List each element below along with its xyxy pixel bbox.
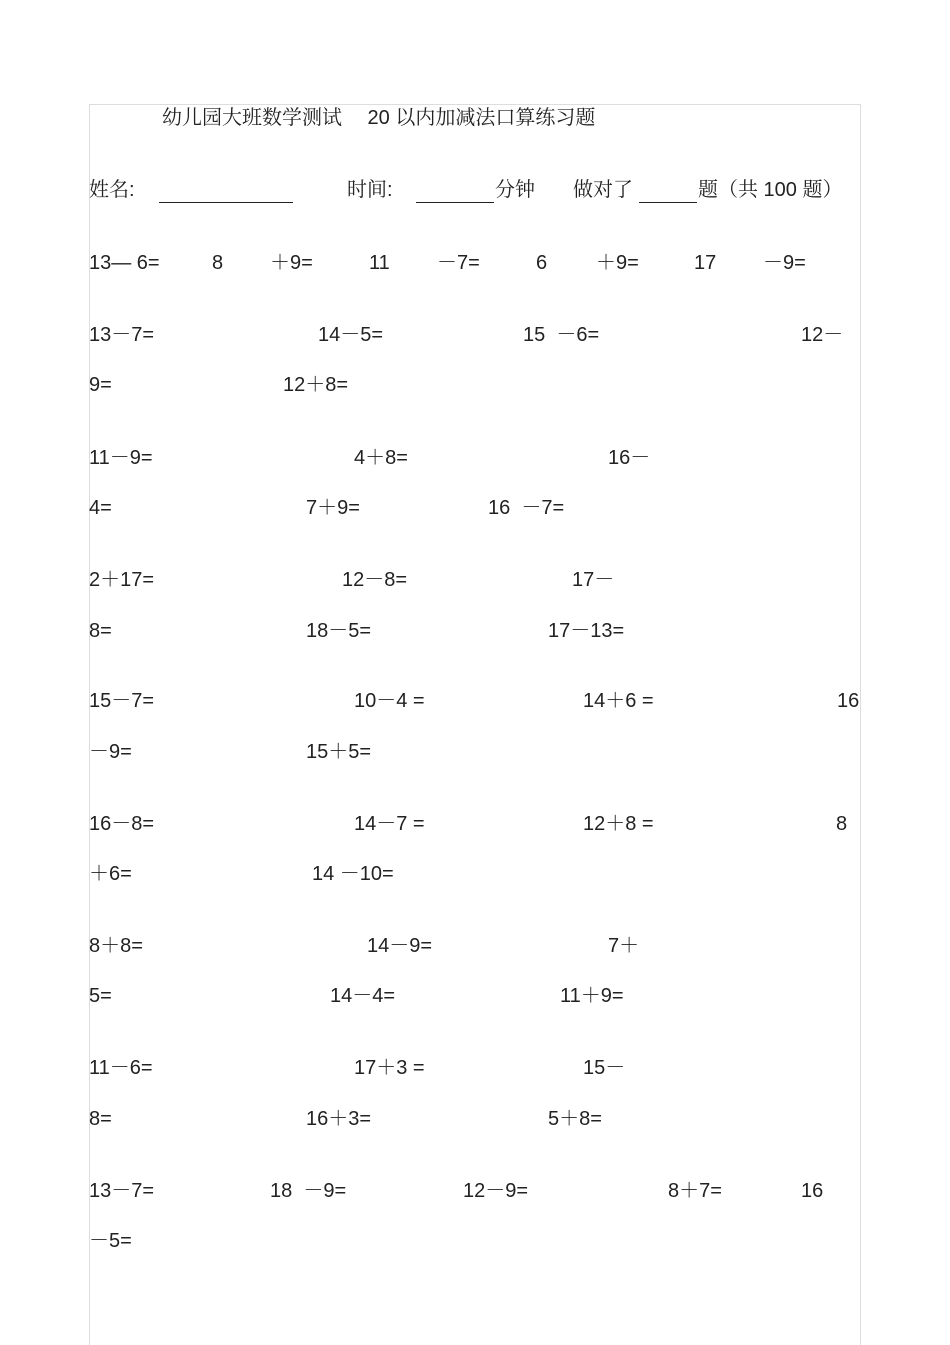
problem: 13－7= [89,1180,155,1202]
problem: 2＋17= [89,569,155,591]
problem: －7= [437,252,480,274]
problem: 12＋8= [283,374,349,396]
time-label: 时间: [347,179,393,201]
problem: 14 －10= [312,863,394,885]
problem: 8= [89,1108,112,1130]
problem: 10－4 = [354,690,425,712]
problem: 16 －7= [488,497,565,519]
problem: ＋9= [270,252,313,274]
problem: 17 [694,252,717,274]
problem: 14＋6 = [583,690,654,712]
problem: 14－9= [367,935,433,957]
problem: 15 －6= [523,324,600,346]
problem: 14－4= [330,985,396,1007]
problem: 16－8= [89,813,155,835]
problem: 12－9= [463,1180,529,1202]
problem: 8= [89,620,112,642]
page-frame [89,104,861,1345]
problem: 5= [89,985,112,1007]
problem: 12＋8 = [583,813,654,835]
problem: 4＋8= [354,447,408,469]
time-blank[interactable] [416,184,494,203]
minutes-label: 分钟 [495,179,535,201]
correct-blank[interactable] [639,184,697,203]
problem: 17＋3 = [354,1057,425,1079]
name-blank[interactable] [159,184,293,203]
problem: 8 [212,252,224,274]
problem: 11＋9= [560,985,624,1007]
problem: 12－ [801,324,844,346]
problem: 5＋8= [548,1108,602,1130]
problem: 6 [536,252,548,274]
problem: 11－9= [89,447,153,469]
total-label: 题（共 100 题） [698,179,843,201]
problem: 13— 6= [89,252,160,274]
problem: 7＋ [608,935,640,957]
problem: 16＋3= [306,1108,372,1130]
correct-label: 做对了 [573,179,633,201]
problem: 8＋8= [89,935,143,957]
problem: 18 －9= [270,1180,347,1202]
problem: 11 [369,252,390,274]
problem: 16－ [608,447,651,469]
problem: 12－8= [342,569,408,591]
problem: 18－5= [306,620,372,642]
problem: 13－7= [89,324,155,346]
problem: 14－5= [318,324,384,346]
problem: 15－ [583,1057,626,1079]
problem: －5= [89,1230,132,1252]
problem: －9= [763,252,806,274]
problem: ＋9= [596,252,639,274]
problem: 11－6= [89,1057,153,1079]
problem: 9= [89,374,112,396]
problem: 7＋9= [306,497,360,519]
problem: ＋6= [89,863,132,885]
problem: 8＋7= [668,1180,722,1202]
problem: 15－7= [89,690,155,712]
worksheet-title: 幼儿园大班数学测试 20 以内加减法口算练习题 [162,107,596,129]
problem: －9= [89,741,132,763]
problem: 16 [837,690,860,712]
problem: 15＋5= [306,741,372,763]
problem: 17－13= [548,620,625,642]
problem: 4= [89,497,112,519]
problem: 8 [836,813,848,835]
problem: 17－ [572,569,615,591]
name-label: 姓名: [89,179,135,201]
problem: 16 [801,1180,824,1202]
problem: 14－7 = [354,813,425,835]
